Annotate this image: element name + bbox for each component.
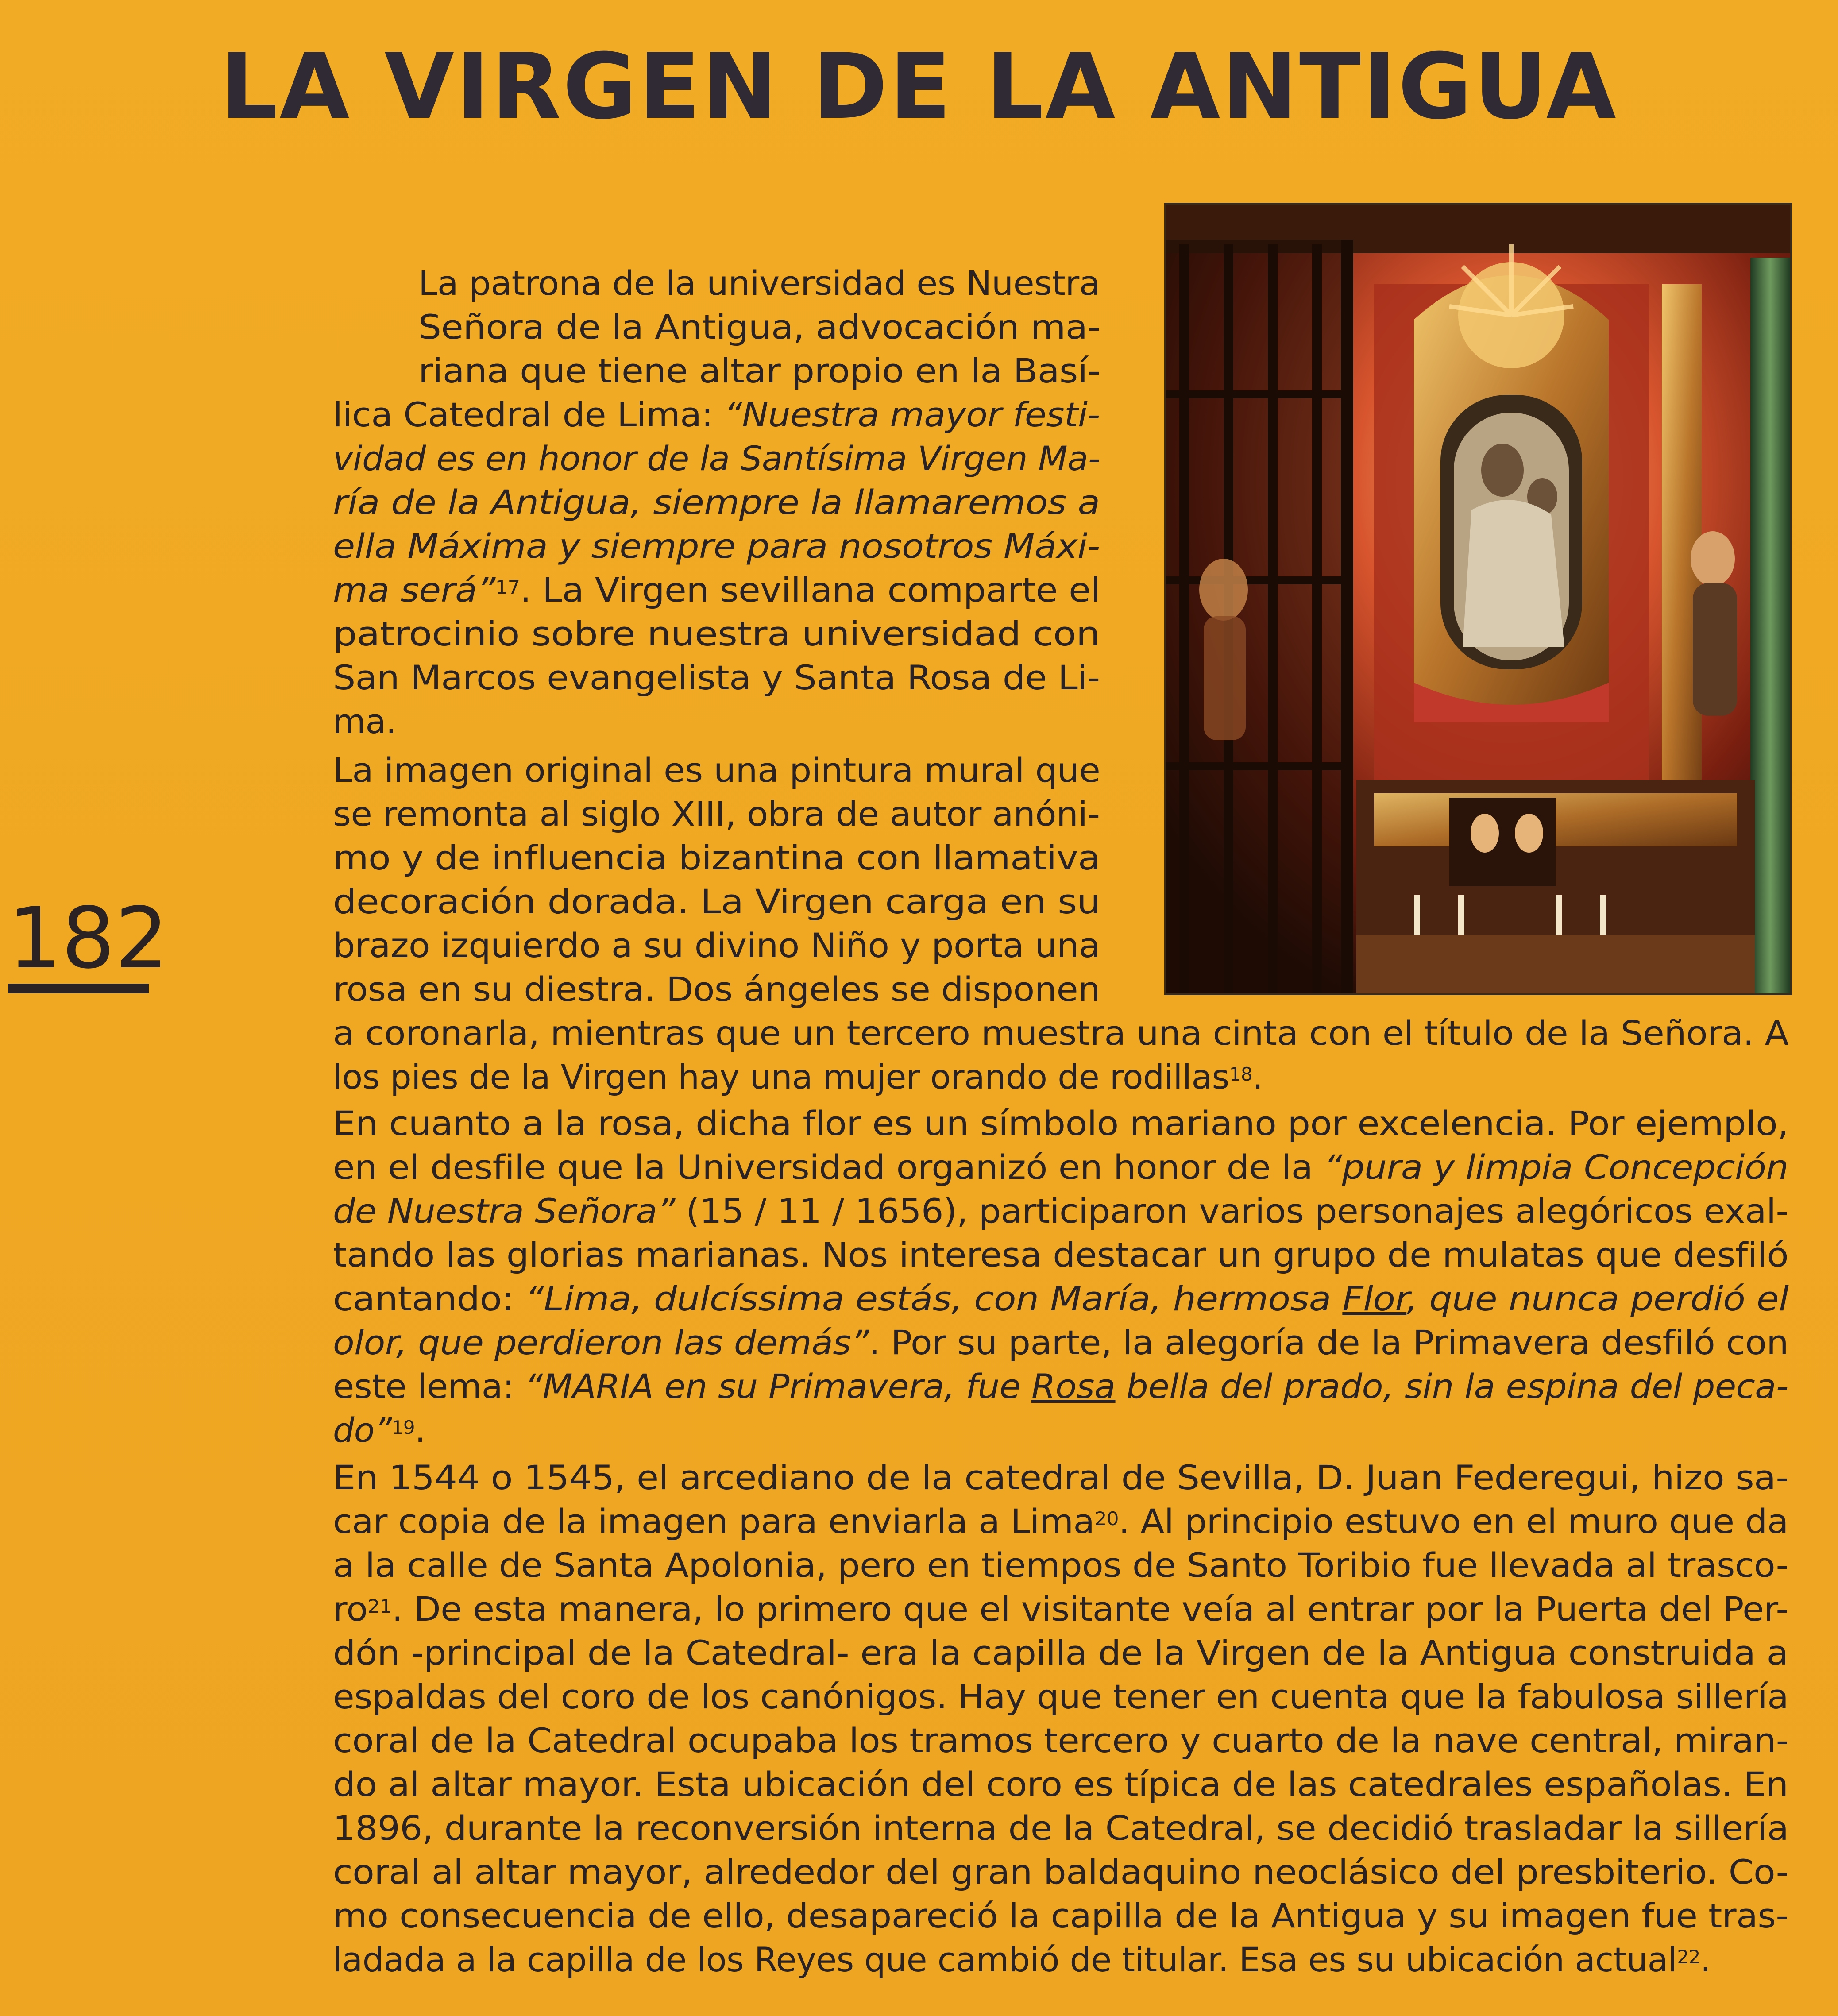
text-line <box>333 1894 1788 1938</box>
text-run: do” <box>333 1410 392 1450</box>
text-run: Rosa <box>1031 1367 1116 1406</box>
text-line <box>333 1850 1788 1894</box>
footnote-ref: 17 <box>495 576 520 598</box>
text-run: patrocinio sobre nuestra universidad con <box>333 614 1100 653</box>
text-line <box>333 836 1100 880</box>
text-line <box>333 923 1100 967</box>
text-line <box>333 1277 1788 1321</box>
text-run: En 1544 o 1545, el arcediano de la catedral de Sevilla, D. Juan Federegui, hizo sa- <box>333 1458 1789 1497</box>
text-line <box>418 261 1100 305</box>
text-run: decoración dorada. La Virgen carga en su <box>333 882 1100 921</box>
text-run: “Nuestra mayor festi- <box>724 395 1100 434</box>
text-run: brazo izquierdo a su divino Niño y porta una <box>333 926 1100 965</box>
text-line <box>333 1543 1788 1587</box>
text-line <box>333 748 1100 792</box>
text-run: . Por su parte, la alegoría de la Primavera desfiló con <box>869 1323 1789 1362</box>
text-line <box>418 305 1100 349</box>
text-run: los pies de la Virgen hay una mujer orando de rodillas <box>333 1057 1229 1097</box>
text-line <box>333 1145 1788 1189</box>
text-run: este lema: <box>333 1367 525 1406</box>
page-number: 182 <box>8 894 149 993</box>
text-run: cantando: <box>333 1279 525 1318</box>
text-line <box>333 1233 1788 1277</box>
text-line <box>333 393 1100 436</box>
text-line <box>333 1101 1788 1145</box>
text-line <box>333 880 1100 923</box>
text-run: “pura y limpia Concepción <box>1324 1147 1788 1187</box>
text-run: mo consecuencia de ello, desapareció la capilla de la Antigua y su imagen fue tras- <box>333 1896 1788 1935</box>
footnote-ref: 18 <box>1229 1063 1253 1085</box>
altar-photo <box>1164 203 1792 995</box>
text-line <box>333 1719 1788 1762</box>
text-run: ma será” <box>333 570 495 610</box>
text-line <box>333 1938 1711 1981</box>
text-line <box>333 612 1100 656</box>
text-line <box>333 1762 1788 1806</box>
text-run: La imagen original es una pintura mural que <box>333 750 1100 790</box>
footnote-ref: 19 <box>391 1417 415 1438</box>
text-run: ella Máxima y siempre para nosotros Máxi- <box>333 526 1100 566</box>
text-run: coral de la Catedral ocupaba los tramos tercero y cuarto de la nave central, miran- <box>333 1721 1789 1760</box>
text-run: San Marcos evangelista y Santa Rosa de Li- <box>333 658 1100 697</box>
text-run: se remonta al siglo XIII, obra de autor anóni- <box>333 794 1100 834</box>
text-line <box>333 1055 1263 1099</box>
text-line <box>333 1631 1788 1675</box>
text-run: 1896, durante la reconversión interna de la Catedral, se decidió trasladar la sillería <box>333 1808 1789 1848</box>
text-line <box>333 524 1100 568</box>
footnote-ref: 20 <box>1094 1508 1119 1529</box>
text-run: . <box>1700 1940 1711 1979</box>
text-run: a la calle de Santa Apolonia, pero en tiempos de Santo Toribio fue llevada al trasco- <box>333 1545 1788 1585</box>
text-run: mo y de influencia bizantina con llamativa <box>333 838 1100 877</box>
text-run: de Nuestra Señora” <box>333 1191 675 1231</box>
text-run: espaldas del coro de los canónigos. Hay que tener en cuenta que la fabulosa sillería <box>333 1677 1789 1716</box>
text-run: , que nunca perdió el <box>1406 1279 1789 1318</box>
text-run: Flor <box>1342 1279 1407 1318</box>
text-run: ro <box>333 1589 368 1629</box>
text-run: . Al principio estuvo en el muro que da <box>1119 1502 1788 1541</box>
text-run: tando las glorias marianas. Nos interesa destacar un grupo de mulatas que desfiló <box>333 1235 1789 1274</box>
text-run: coral al altar mayor, alrededor del gran baldaquino neoclásico del presbiterio. Co- <box>333 1852 1789 1892</box>
text-line <box>333 1408 425 1452</box>
text-run: . De esta manera, lo primero que el visitante veía al entrar por la Puerta del Per- <box>392 1589 1788 1629</box>
text-line <box>418 349 1100 393</box>
text-run: rosa en su diestra. Dos ángeles se disponen <box>333 969 1100 1009</box>
text-run: ma. <box>333 702 397 741</box>
text-run: . <box>415 1410 425 1450</box>
page-title: LA VIRGEN DE LA ANTIGUA <box>220 35 1618 139</box>
text-run: olor, que perdieron las demás” <box>333 1323 869 1362</box>
text-line <box>333 480 1100 524</box>
text-run: “MARIA en su Primavera, fue <box>525 1367 1032 1406</box>
text-run: do al altar mayor. Esta ubicación del coro es típica de las catedrales españolas. En <box>333 1765 1788 1804</box>
text-run: ría de la Antigua, siempre la llamaremos a <box>333 483 1100 522</box>
text-run: ladada a la capilla de los Reyes que cambió de titular. Esa es su ubicación actual <box>333 1940 1677 1979</box>
text-line <box>333 792 1100 836</box>
text-line <box>333 699 396 743</box>
text-run: “Lima, dulcíssima estás, con María, hermosa <box>525 1279 1343 1318</box>
altar-photo-graphic <box>1166 205 1790 993</box>
text-run: vidad es en honor de la Santísima Virgen Ma- <box>333 439 1100 478</box>
text-line <box>333 656 1100 699</box>
text-line <box>333 1364 1788 1408</box>
text-run: a coronarla, mientras que un tercero muestra una cinta con el título de la Señora. A <box>333 1013 1789 1053</box>
text-run: (15 / 11 / 1656), participaron varios personajes alegóricos exal- <box>675 1191 1788 1231</box>
text-run: dón -principal de la Catedral- era la capilla de la Virgen de la Antigua construida a <box>333 1633 1788 1672</box>
text-line <box>333 1189 1788 1233</box>
text-run: bella del prado, sin la espina del peca- <box>1115 1367 1788 1406</box>
text-run: . <box>1252 1057 1263 1097</box>
footnote-ref: 21 <box>367 1595 392 1617</box>
text-line <box>333 1456 1788 1499</box>
text-line <box>333 1011 1788 1055</box>
text-line <box>333 1499 1788 1543</box>
text-line <box>333 1587 1788 1631</box>
text-run: Señora de la Antigua, advocación ma- <box>418 307 1100 347</box>
text-line <box>333 967 1100 1011</box>
text-run: . La Virgen sevillana comparte el <box>520 570 1100 610</box>
text-line <box>333 568 1100 612</box>
text-line <box>333 1321 1788 1364</box>
text-run: En cuanto a la rosa, dicha flor es un símbolo mariano por excelencia. Por ejemplo, <box>333 1104 1789 1143</box>
text-run: en el desfile que la Universidad organizó en honor de la <box>333 1147 1324 1187</box>
text-line <box>333 436 1100 480</box>
text-line <box>333 1675 1788 1719</box>
footnote-ref: 22 <box>1677 1946 1700 1968</box>
text-run: La patrona de la universidad es Nuestra <box>418 263 1100 303</box>
text-run: lica Catedral de Lima: <box>333 395 724 434</box>
text-run: riana que tiene altar propio en la Basí- <box>418 351 1100 390</box>
text-run: car copia de la imagen para enviarla a Lima <box>333 1502 1095 1541</box>
text-line <box>333 1806 1788 1850</box>
